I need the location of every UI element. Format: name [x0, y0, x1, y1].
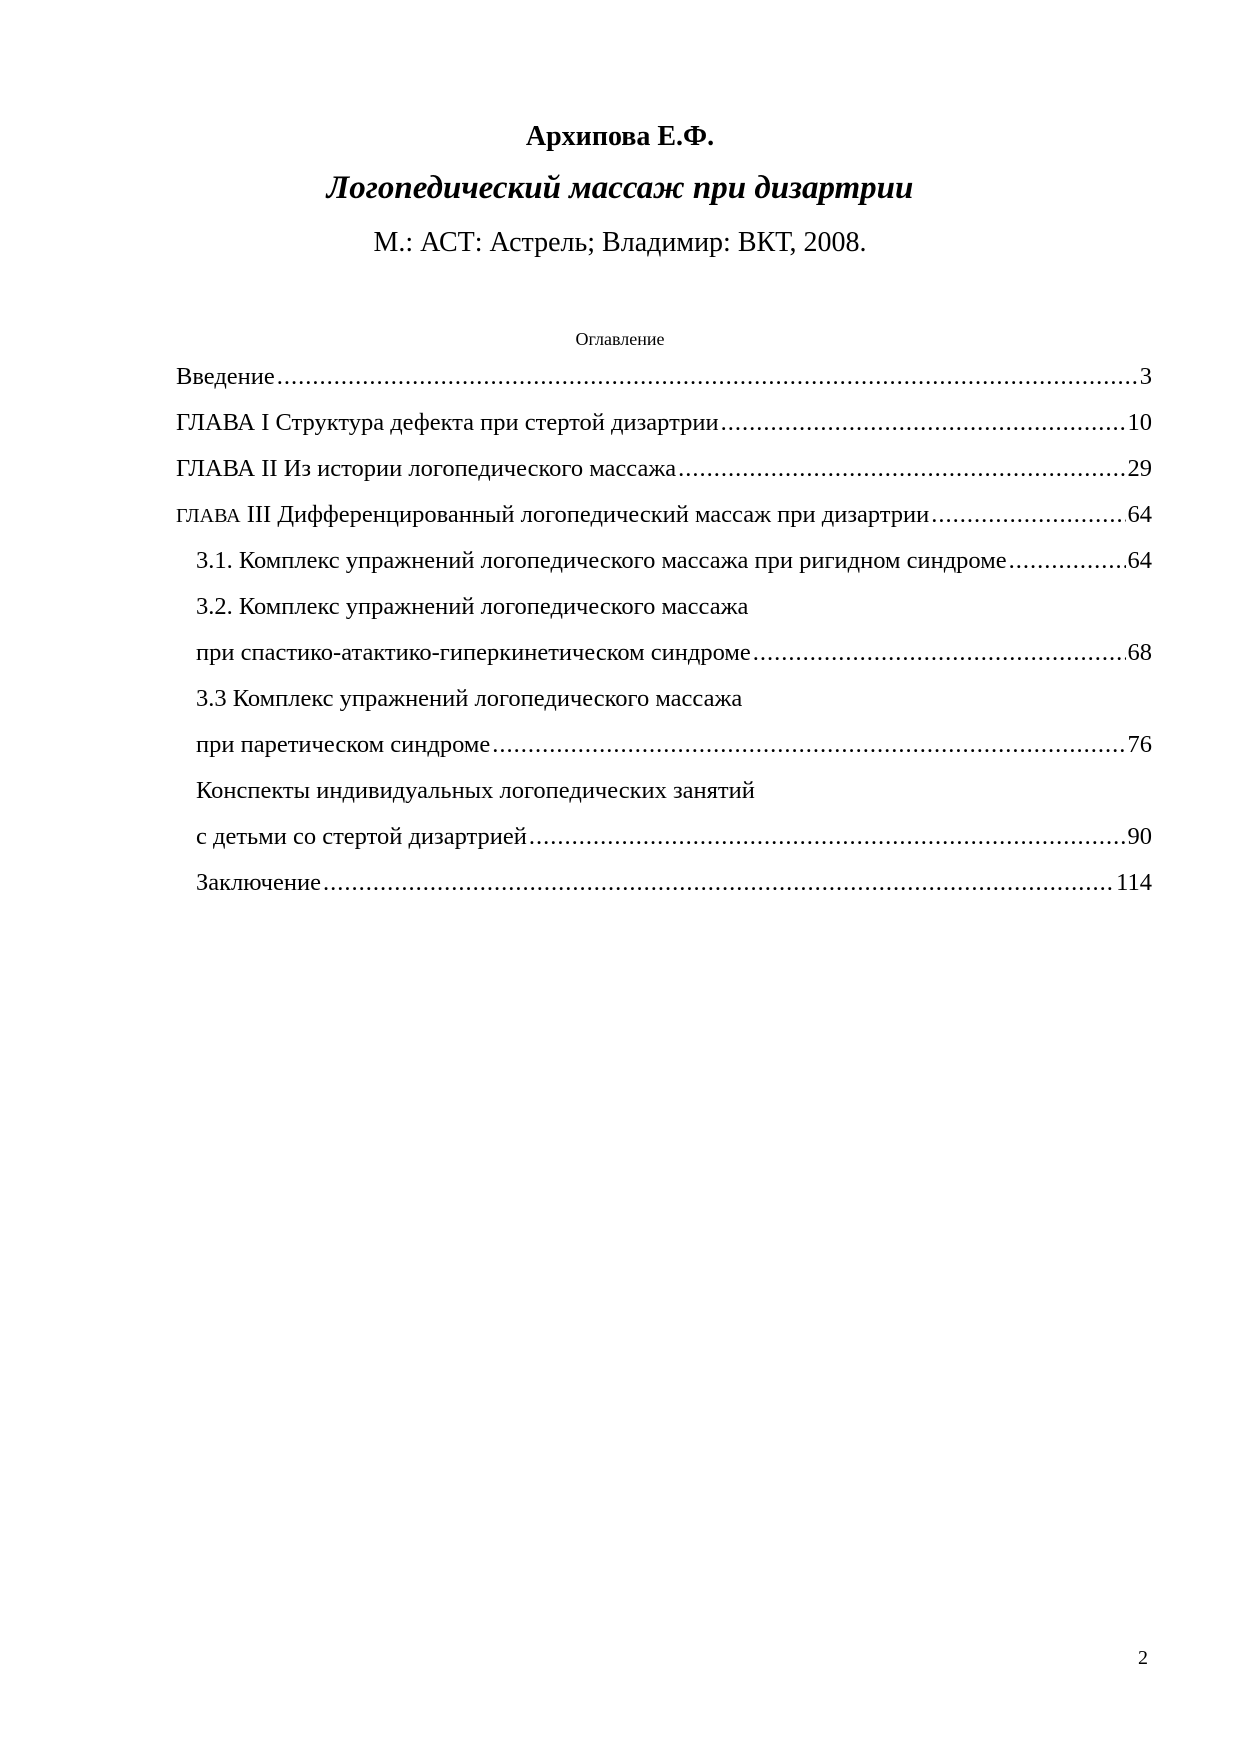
- toc-dot-leader: [753, 638, 1126, 668]
- page-number: 2: [1138, 1647, 1148, 1669]
- book-title: Логопедический массаж при дизартрии: [326, 170, 914, 206]
- toc-entry-page: 29: [1127, 455, 1152, 482]
- toc-entry-label: 3.2. Комплекс упражнений логопедического массажа: [196, 593, 749, 620]
- toc-dot-leader: [277, 362, 1138, 392]
- toc-entry-section-3-2[interactable]: [196, 638, 1152, 668]
- toc-dot-leader: [721, 408, 1126, 438]
- toc-entry-lesson-notes[interactable]: [196, 822, 1152, 852]
- toc-entry-label: Конспекты индивидуальных логопедических занятий: [196, 777, 755, 804]
- toc-dot-leader: [529, 822, 1126, 852]
- toc-entry-section-3-1[interactable]: [196, 546, 1152, 576]
- toc-entry-chapter-3[interactable]: [176, 500, 1152, 531]
- toc-entry-page: 76: [1127, 731, 1152, 758]
- toc-entry-label-cap: ГЛАВА: [176, 505, 241, 527]
- toc-entry-page: 114: [1116, 869, 1152, 896]
- toc-entry-label: при спастико-атактико-гиперкинетическом синдроме: [196, 639, 751, 666]
- toc-entry-page: 68: [1127, 639, 1152, 666]
- toc-entry-section-3-2-line1[interactable]: [196, 592, 1152, 622]
- toc-entry-label: с детьми со стертой дизартрией: [196, 823, 527, 850]
- toc-dot-leader: [678, 454, 1125, 484]
- toc-entry-label: 3.1. Комплекс упражнений логопедического массажа при ригидном синдроме: [196, 547, 1007, 574]
- toc-entry-label: Введение: [176, 363, 275, 390]
- toc-heading: Оглавление: [575, 329, 665, 349]
- toc-entry-label: [176, 500, 929, 531]
- toc-entry-label: при паретическом синдроме: [196, 731, 491, 758]
- toc-entry-page: 90: [1127, 823, 1152, 850]
- publisher-info: М.: АСТ: Астрель; Владимир: ВКТ, 2008.: [373, 227, 867, 258]
- toc-entry-lesson-notes-line1[interactable]: [196, 776, 1152, 806]
- toc-dot-leader: [1009, 546, 1126, 576]
- toc-entry-label: ГЛАВА I Структура дефекта при стертой дизартрии: [176, 409, 719, 436]
- author-name: Архипова Е.Ф.: [525, 121, 715, 152]
- toc-dot-leader: [492, 730, 1125, 760]
- toc-entry-page: 10: [1127, 409, 1152, 436]
- toc-entry-conclusion[interactable]: [196, 868, 1152, 898]
- toc-entry-chapter-2[interactable]: [176, 454, 1152, 484]
- toc-entry-label: 3.3 Комплекс упражнений логопедического массажа: [196, 685, 743, 712]
- toc-dot-leader: [323, 868, 1114, 898]
- toc-entry-page: 3: [1139, 363, 1152, 390]
- toc-entry-section-3-3[interactable]: [196, 730, 1152, 760]
- toc-entry-introduction[interactable]: [176, 362, 1152, 392]
- toc-entry-label: ГЛАВА II Из истории логопедического массажа: [176, 455, 677, 482]
- toc-entry-chapter-1[interactable]: [176, 408, 1152, 438]
- toc-entry-label: Заключение: [196, 869, 321, 896]
- toc-entry-page: 64: [1127, 501, 1152, 528]
- toc-entry-label-rest: III Дифференцированный логопедический массаж при дизартрии: [240, 501, 930, 528]
- toc-dot-leader: [931, 500, 1125, 530]
- toc-entry-page: 64: [1127, 547, 1152, 574]
- toc-entry-section-3-3-line1[interactable]: [196, 684, 1152, 714]
